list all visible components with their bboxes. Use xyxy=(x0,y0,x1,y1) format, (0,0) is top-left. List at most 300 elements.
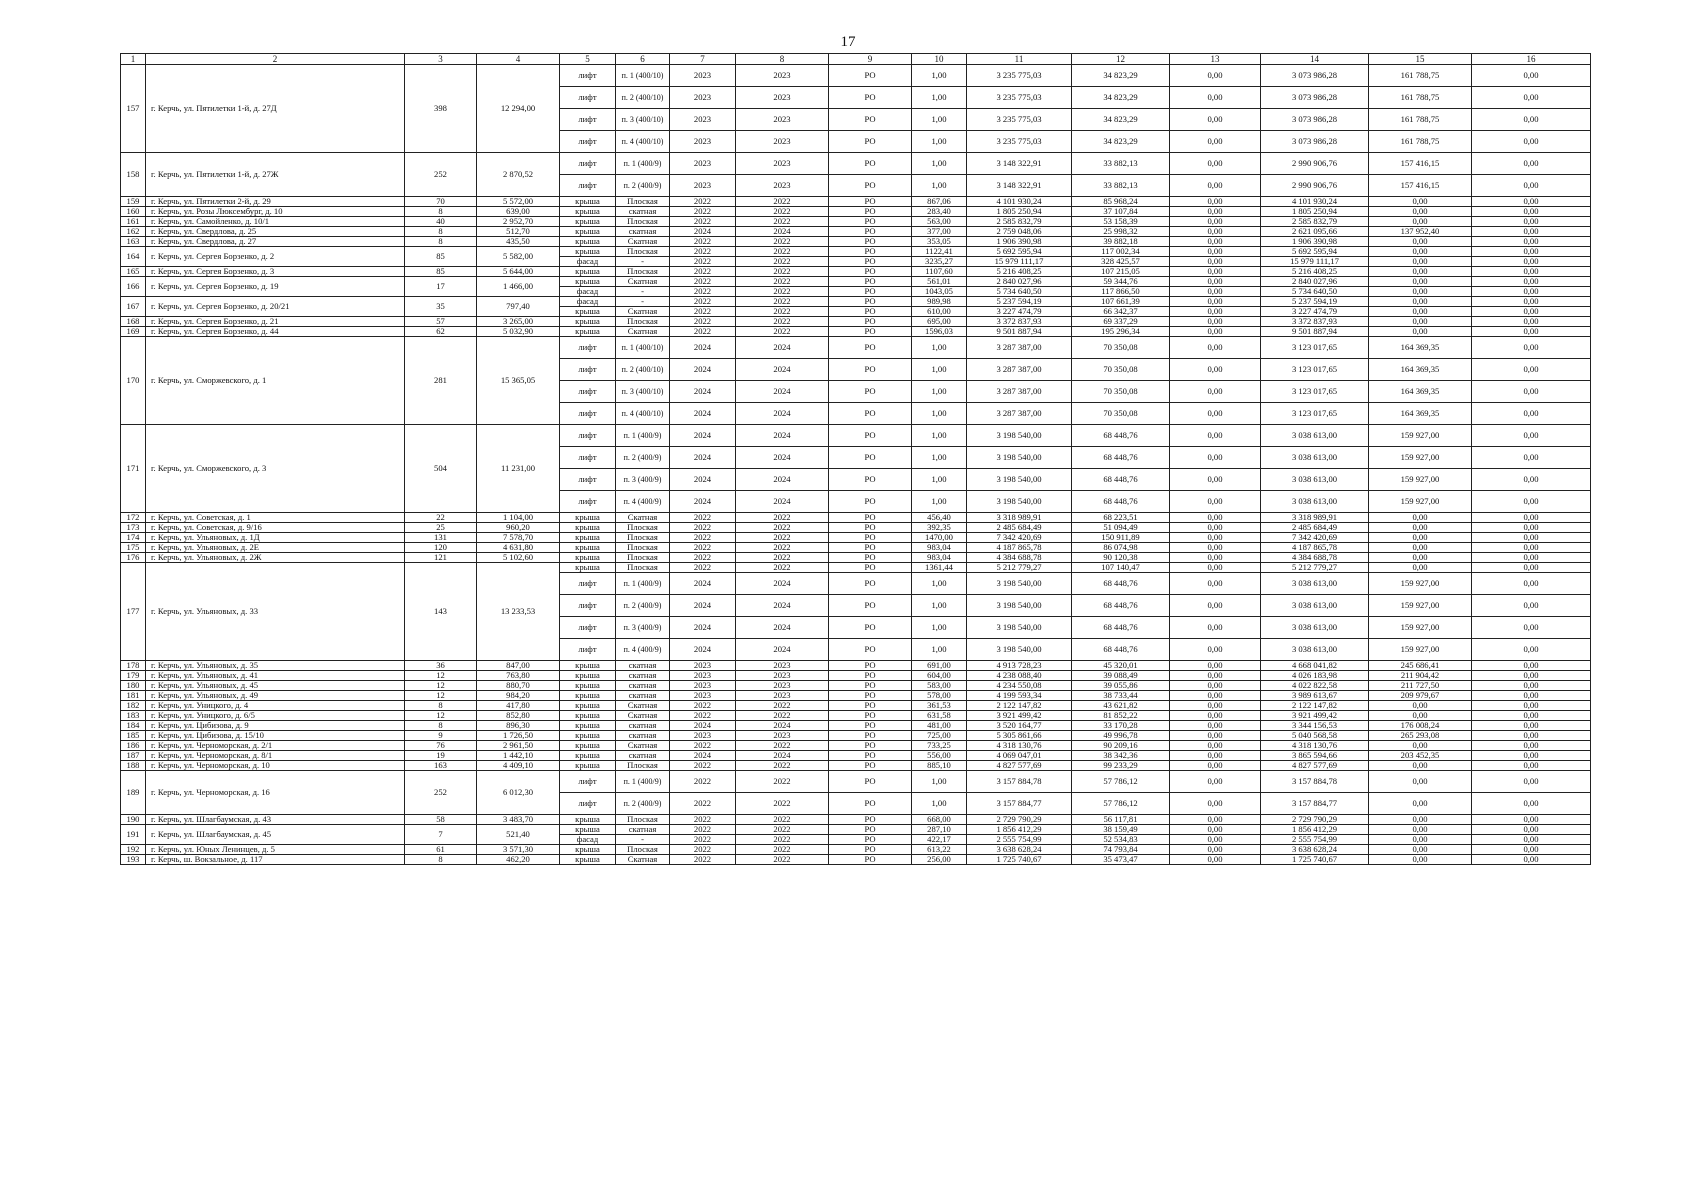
cell-col14: 3 318 989,91 xyxy=(1261,513,1369,523)
cell-col10: 604,00 xyxy=(912,671,967,681)
cell-col13: 0,00 xyxy=(1170,327,1261,337)
cell-col5: крыша xyxy=(560,533,616,543)
residents-cell: 252 xyxy=(405,153,477,197)
cell-col15: 0,00 xyxy=(1369,207,1472,217)
cell-col15: 159 927,00 xyxy=(1369,491,1472,513)
cell-col5: крыша xyxy=(560,513,616,523)
cell-col9: РО xyxy=(829,131,912,153)
cell-col16: 0,00 xyxy=(1472,553,1591,563)
address-cell: г. Керчь, ул. Сморжевского, д. 1 xyxy=(146,337,405,425)
cell-col14: 3 038 613,00 xyxy=(1261,491,1369,513)
area-cell: 5 032,90 xyxy=(477,327,560,337)
cell-col6: п. 1 (400/9) xyxy=(616,771,670,793)
cell-col16: 0,00 xyxy=(1472,845,1591,855)
area-cell: 6 012,30 xyxy=(477,771,560,815)
cell-col6: Плоская xyxy=(616,845,670,855)
cell-col7: 2022 xyxy=(670,237,736,247)
cell-col5: лифт xyxy=(560,573,616,595)
row-number: 186 xyxy=(121,741,146,751)
cell-col7: 2022 xyxy=(670,217,736,227)
cell-col14: 4 384 688,78 xyxy=(1261,553,1369,563)
cell-col15: 164 369,35 xyxy=(1369,403,1472,425)
cell-col15: 0,00 xyxy=(1369,513,1472,523)
area-cell: 12 294,00 xyxy=(477,65,560,153)
cell-col9: РО xyxy=(829,731,912,741)
cell-col6: Скатная xyxy=(616,237,670,247)
cell-col14: 4 026 183,98 xyxy=(1261,671,1369,681)
cell-col11: 5 734 640,50 xyxy=(967,287,1072,297)
cell-col11: 4 234 550,08 xyxy=(967,681,1072,691)
cell-col11: 3 198 540,00 xyxy=(967,617,1072,639)
area-cell: 11 231,00 xyxy=(477,425,560,513)
cell-col13: 0,00 xyxy=(1170,741,1261,751)
cell-col14: 4 022 822,58 xyxy=(1261,681,1369,691)
cell-col16: 0,00 xyxy=(1472,447,1591,469)
cell-col14: 7 342 420,69 xyxy=(1261,533,1369,543)
cell-col12: 51 094,49 xyxy=(1072,523,1170,533)
address-cell: г. Керчь, ул. Ульяновых, д. 45 xyxy=(146,681,405,691)
cell-col8: 2024 xyxy=(736,595,829,617)
address-cell: г. Керчь, ул. Черноморская, д. 16 xyxy=(146,771,405,815)
cell-col6: п. 2 (400/9) xyxy=(616,175,670,197)
cell-col13: 0,00 xyxy=(1170,131,1261,153)
cell-col16: 0,00 xyxy=(1472,815,1591,825)
residents-cell: 7 xyxy=(405,825,477,845)
cell-col16: 0,00 xyxy=(1472,287,1591,297)
residents-cell: 58 xyxy=(405,815,477,825)
cell-col8: 2024 xyxy=(736,617,829,639)
residents-cell: 131 xyxy=(405,533,477,543)
cell-col16: 0,00 xyxy=(1472,207,1591,217)
cell-col14: 3 123 017,65 xyxy=(1261,337,1369,359)
row-number: 165 xyxy=(121,267,146,277)
cell-col6: Плоская xyxy=(616,267,670,277)
cell-col11: 2 729 790,29 xyxy=(967,815,1072,825)
address-cell: г. Керчь, ул. Пятилетки 2-й, д. 29 xyxy=(146,197,405,207)
cell-col10: 1122,41 xyxy=(912,247,967,257)
cell-col16: 0,00 xyxy=(1472,691,1591,701)
cell-col9: РО xyxy=(829,681,912,691)
table-row xyxy=(121,671,1591,681)
cell-col13: 0,00 xyxy=(1170,639,1261,661)
cell-col14: 3 638 628,24 xyxy=(1261,845,1369,855)
cell-col5: крыша xyxy=(560,761,616,771)
cell-col13: 0,00 xyxy=(1170,277,1261,287)
cell-col14: 5 237 594,19 xyxy=(1261,297,1369,307)
cell-col7: 2024 xyxy=(670,227,736,237)
cell-col16: 0,00 xyxy=(1472,751,1591,761)
cell-col14: 3 038 613,00 xyxy=(1261,425,1369,447)
cell-col15: 0,00 xyxy=(1369,317,1472,327)
area-cell: 2 952,70 xyxy=(477,217,560,227)
residents-cell: 9 xyxy=(405,731,477,741)
cell-col15: 0,00 xyxy=(1369,701,1472,711)
cell-col14: 5 734 640,50 xyxy=(1261,287,1369,297)
residents-cell: 85 xyxy=(405,267,477,277)
cell-col14: 3 073 986,28 xyxy=(1261,131,1369,153)
address-cell: г. Керчь, ул. Сергея Борзенко, д. 19 xyxy=(146,277,405,297)
table-row xyxy=(121,277,1591,287)
cell-col7: 2022 xyxy=(670,247,736,257)
cell-col6: Плоская xyxy=(616,533,670,543)
cell-col15: 0,00 xyxy=(1369,553,1472,563)
address-cell: г. Керчь, ул. Цибизова, д. 15/10 xyxy=(146,731,405,741)
cell-col14: 3 038 613,00 xyxy=(1261,573,1369,595)
area-cell: 896,30 xyxy=(477,721,560,731)
area-cell: 2 870,52 xyxy=(477,153,560,197)
cell-col11: 5 216 408,25 xyxy=(967,267,1072,277)
column-header: 14 xyxy=(1261,54,1369,65)
cell-col8: 2023 xyxy=(736,175,829,197)
table-row xyxy=(121,815,1591,825)
cell-col16: 0,00 xyxy=(1472,87,1591,109)
residents-cell: 163 xyxy=(405,761,477,771)
cell-col5: крыша xyxy=(560,845,616,855)
cell-col6: п. 4 (400/9) xyxy=(616,639,670,661)
cell-col9: РО xyxy=(829,217,912,227)
address-cell: г. Керчь, ул. Сморжевского, д. 3 xyxy=(146,425,405,513)
cell-col13: 0,00 xyxy=(1170,491,1261,513)
cell-col5: крыша xyxy=(560,237,616,247)
cell-col13: 0,00 xyxy=(1170,563,1261,573)
cell-col10: 613,22 xyxy=(912,845,967,855)
cell-col13: 0,00 xyxy=(1170,793,1261,815)
area-cell: 4 409,10 xyxy=(477,761,560,771)
residents-cell: 8 xyxy=(405,227,477,237)
cell-col11: 3 198 540,00 xyxy=(967,447,1072,469)
cell-col9: РО xyxy=(829,237,912,247)
table-row xyxy=(121,771,1591,793)
cell-col10: 1,00 xyxy=(912,87,967,109)
cell-col7: 2023 xyxy=(670,681,736,691)
cell-col8: 2024 xyxy=(736,721,829,731)
cell-col7: 2022 xyxy=(670,835,736,845)
residents-cell: 12 xyxy=(405,671,477,681)
cell-col5: крыша xyxy=(560,563,616,573)
residents-cell: 8 xyxy=(405,855,477,865)
cell-col7: 2022 xyxy=(670,317,736,327)
address-cell: г. Керчь, ул. Ульяновых, д. 2Е xyxy=(146,543,405,553)
cell-col13: 0,00 xyxy=(1170,227,1261,237)
cell-col8: 2022 xyxy=(736,513,829,523)
cell-col13: 0,00 xyxy=(1170,691,1261,701)
cell-col11: 3 148 322,91 xyxy=(967,153,1072,175)
cell-col12: 107 215,05 xyxy=(1072,267,1170,277)
table-row xyxy=(121,681,1591,691)
cell-col9: РО xyxy=(829,771,912,793)
cell-col6: - xyxy=(616,297,670,307)
cell-col15: 164 369,35 xyxy=(1369,337,1472,359)
cell-col9: РО xyxy=(829,533,912,543)
cell-col10: 1,00 xyxy=(912,131,967,153)
area-cell: 462,20 xyxy=(477,855,560,865)
cell-col5: крыша xyxy=(560,207,616,217)
cell-col12: 38 733,44 xyxy=(1072,691,1170,701)
cell-col11: 2 759 048,06 xyxy=(967,227,1072,237)
cell-col8: 2022 xyxy=(736,553,829,563)
cell-col15: 0,00 xyxy=(1369,307,1472,317)
cell-col5: лифт xyxy=(560,491,616,513)
cell-col11: 3 372 837,93 xyxy=(967,317,1072,327)
cell-col10: 1,00 xyxy=(912,617,967,639)
cell-col16: 0,00 xyxy=(1472,337,1591,359)
area-cell: 3 571,30 xyxy=(477,845,560,855)
cell-col16: 0,00 xyxy=(1472,825,1591,835)
cell-col12: 52 534,83 xyxy=(1072,835,1170,845)
cell-col10: 353,05 xyxy=(912,237,967,247)
cell-col7: 2024 xyxy=(670,721,736,731)
cell-col6: п. 1 (400/9) xyxy=(616,153,670,175)
column-header: 15 xyxy=(1369,54,1472,65)
cell-col6: п. 2 (400/9) xyxy=(616,447,670,469)
cell-col6: п. 3 (400/10) xyxy=(616,109,670,131)
cell-col8: 2022 xyxy=(736,711,829,721)
cell-col5: крыша xyxy=(560,197,616,207)
cell-col10: 1596,03 xyxy=(912,327,967,337)
cell-col7: 2022 xyxy=(670,523,736,533)
cell-col5: крыша xyxy=(560,327,616,337)
cell-col14: 3 073 986,28 xyxy=(1261,65,1369,87)
cell-col14: 4 827 577,69 xyxy=(1261,761,1369,771)
cell-col9: РО xyxy=(829,381,912,403)
cell-col12: 107 661,39 xyxy=(1072,297,1170,307)
cell-col8: 2023 xyxy=(736,731,829,741)
cell-col16: 0,00 xyxy=(1472,237,1591,247)
cell-col15: 0,00 xyxy=(1369,287,1472,297)
cell-col8: 2022 xyxy=(736,543,829,553)
table-row xyxy=(121,701,1591,711)
cell-col14: 3 123 017,65 xyxy=(1261,359,1369,381)
cell-col14: 3 227 474,79 xyxy=(1261,307,1369,317)
cell-col8: 2024 xyxy=(736,425,829,447)
cell-col7: 2023 xyxy=(670,153,736,175)
cell-col6: Плоская xyxy=(616,317,670,327)
cell-col5: крыша xyxy=(560,553,616,563)
cell-col15: 0,00 xyxy=(1369,257,1472,267)
cell-col12: 34 823,29 xyxy=(1072,131,1170,153)
cell-col8: 2022 xyxy=(736,701,829,711)
cell-col15: 0,00 xyxy=(1369,217,1472,227)
residents-cell: 85 xyxy=(405,247,477,267)
cell-col13: 0,00 xyxy=(1170,513,1261,523)
row-number: 183 xyxy=(121,711,146,721)
row-number: 181 xyxy=(121,691,146,701)
table-row xyxy=(121,553,1591,563)
cell-col5: крыша xyxy=(560,523,616,533)
cell-col12: 68 448,76 xyxy=(1072,425,1170,447)
cell-col10: 556,00 xyxy=(912,751,967,761)
cell-col9: РО xyxy=(829,741,912,751)
address-cell: г. Керчь, ул. Свердлова, д. 25 xyxy=(146,227,405,237)
cell-col14: 1 805 250,94 xyxy=(1261,207,1369,217)
table-row xyxy=(121,153,1591,175)
address-cell: г. Керчь, ул. Ульяновых, д. 1Д xyxy=(146,533,405,543)
cell-col7: 2023 xyxy=(670,131,736,153)
cell-col12: 90 120,38 xyxy=(1072,553,1170,563)
cell-col14: 2 122 147,82 xyxy=(1261,701,1369,711)
cell-col6: скатная xyxy=(616,751,670,761)
cell-col7: 2022 xyxy=(670,277,736,287)
residents-cell: 17 xyxy=(405,277,477,297)
cell-col14: 5 212 779,27 xyxy=(1261,563,1369,573)
address-cell: г. Керчь, ул. Сергея Борзенко, д. 20/21 xyxy=(146,297,405,317)
cell-col11: 15 979 111,17 xyxy=(967,257,1072,267)
cell-col9: РО xyxy=(829,447,912,469)
table-row xyxy=(121,731,1591,741)
table-row xyxy=(121,237,1591,247)
cell-col6: п. 2 (400/10) xyxy=(616,87,670,109)
cell-col15: 0,00 xyxy=(1369,835,1472,845)
cell-col12: 33 882,13 xyxy=(1072,175,1170,197)
cell-col7: 2024 xyxy=(670,595,736,617)
cell-col9: РО xyxy=(829,425,912,447)
cell-col9: РО xyxy=(829,639,912,661)
address-cell: г. Керчь, ул. Пятилетки 1-й, д. 27Д xyxy=(146,65,405,153)
cell-col11: 3 157 884,78 xyxy=(967,771,1072,793)
cell-col10: 668,00 xyxy=(912,815,967,825)
cell-col16: 0,00 xyxy=(1472,513,1591,523)
area-cell: 7 578,70 xyxy=(477,533,560,543)
cell-col7: 2022 xyxy=(670,307,736,317)
cell-col11: 4 199 593,34 xyxy=(967,691,1072,701)
cell-col10: 481,00 xyxy=(912,721,967,731)
repair-program-table xyxy=(120,53,1591,865)
cell-col6: Скатная xyxy=(616,327,670,337)
cell-col10: 287,10 xyxy=(912,825,967,835)
cell-col13: 0,00 xyxy=(1170,297,1261,307)
cell-col5: крыша xyxy=(560,277,616,287)
cell-col11: 4 913 728,23 xyxy=(967,661,1072,671)
cell-col7: 2024 xyxy=(670,403,736,425)
table-row xyxy=(121,513,1591,523)
residents-cell: 121 xyxy=(405,553,477,563)
cell-col11: 1 805 250,94 xyxy=(967,207,1072,217)
cell-col14: 2 990 906,76 xyxy=(1261,153,1369,175)
cell-col12: 117 002,34 xyxy=(1072,247,1170,257)
cell-col12: 68 448,76 xyxy=(1072,491,1170,513)
cell-col8: 2023 xyxy=(736,681,829,691)
cell-col9: РО xyxy=(829,761,912,771)
cell-col7: 2022 xyxy=(670,701,736,711)
area-cell: 852,80 xyxy=(477,711,560,721)
table-row xyxy=(121,543,1591,553)
cell-col9: РО xyxy=(829,855,912,865)
cell-col6: скатная xyxy=(616,671,670,681)
cell-col9: РО xyxy=(829,87,912,109)
cell-col9: РО xyxy=(829,207,912,217)
cell-col5: лифт xyxy=(560,469,616,491)
cell-col7: 2022 xyxy=(670,197,736,207)
cell-col14: 2 729 790,29 xyxy=(1261,815,1369,825)
residents-cell: 8 xyxy=(405,701,477,711)
cell-col6: скатная xyxy=(616,825,670,835)
cell-col6: - xyxy=(616,835,670,845)
cell-col12: 68 448,76 xyxy=(1072,595,1170,617)
cell-col11: 5 692 595,94 xyxy=(967,247,1072,257)
cell-col7: 2022 xyxy=(670,563,736,573)
cell-col7: 2022 xyxy=(670,855,736,865)
cell-col16: 0,00 xyxy=(1472,721,1591,731)
cell-col10: 1,00 xyxy=(912,793,967,815)
cell-col7: 2024 xyxy=(670,491,736,513)
cell-col5: крыша xyxy=(560,825,616,835)
cell-col13: 0,00 xyxy=(1170,403,1261,425)
cell-col6: Плоская xyxy=(616,815,670,825)
row-number: 158 xyxy=(121,153,146,197)
cell-col12: 86 074,98 xyxy=(1072,543,1170,553)
cell-col5: лифт xyxy=(560,595,616,617)
column-header: 11 xyxy=(967,54,1072,65)
cell-col8: 2022 xyxy=(736,197,829,207)
row-number: 163 xyxy=(121,237,146,247)
cell-col11: 3 287 387,00 xyxy=(967,337,1072,359)
cell-col5: лифт xyxy=(560,425,616,447)
address-cell: г. Керчь, ул. Уницкого, д. 6/5 xyxy=(146,711,405,721)
cell-col8: 2022 xyxy=(736,277,829,287)
header-row xyxy=(121,54,1591,65)
cell-col8: 2022 xyxy=(736,761,829,771)
cell-col11: 3 638 628,24 xyxy=(967,845,1072,855)
column-header: 16 xyxy=(1472,54,1591,65)
cell-col13: 0,00 xyxy=(1170,771,1261,793)
area-cell: 5 582,00 xyxy=(477,247,560,267)
cell-col15: 0,00 xyxy=(1369,327,1472,337)
cell-col7: 2023 xyxy=(670,661,736,671)
cell-col10: 691,00 xyxy=(912,661,967,671)
cell-col16: 0,00 xyxy=(1472,681,1591,691)
cell-col5: крыша xyxy=(560,671,616,681)
residents-cell: 62 xyxy=(405,327,477,337)
cell-col14: 3 038 613,00 xyxy=(1261,639,1369,661)
cell-col15: 0,00 xyxy=(1369,267,1472,277)
cell-col11: 3 235 775,03 xyxy=(967,109,1072,131)
cell-col15: 0,00 xyxy=(1369,277,1472,287)
cell-col9: РО xyxy=(829,595,912,617)
cell-col14: 3 038 613,00 xyxy=(1261,469,1369,491)
cell-col8: 2022 xyxy=(736,533,829,543)
cell-col5: крыша xyxy=(560,307,616,317)
cell-col13: 0,00 xyxy=(1170,469,1261,491)
cell-col13: 0,00 xyxy=(1170,855,1261,865)
cell-col9: РО xyxy=(829,197,912,207)
cell-col8: 2022 xyxy=(736,327,829,337)
table-row xyxy=(121,711,1591,721)
cell-col6: Плоская xyxy=(616,247,670,257)
cell-col5: крыша xyxy=(560,751,616,761)
cell-col13: 0,00 xyxy=(1170,573,1261,595)
cell-col9: РО xyxy=(829,359,912,381)
cell-col7: 2024 xyxy=(670,751,736,761)
cell-col6: Скатная xyxy=(616,741,670,751)
cell-col14: 3 038 613,00 xyxy=(1261,617,1369,639)
cell-col9: РО xyxy=(829,307,912,317)
row-number: 184 xyxy=(121,721,146,731)
cell-col16: 0,00 xyxy=(1472,277,1591,287)
cell-col9: РО xyxy=(829,513,912,523)
address-cell: г. Керчь, ул. Розы Люксембург, д. 10 xyxy=(146,207,405,217)
cell-col7: 2022 xyxy=(670,543,736,553)
cell-col6: Скатная xyxy=(616,701,670,711)
cell-col11: 3 287 387,00 xyxy=(967,381,1072,403)
cell-col5: лифт xyxy=(560,793,616,815)
table-row xyxy=(121,523,1591,533)
cell-col8: 2023 xyxy=(736,153,829,175)
cell-col9: РО xyxy=(829,267,912,277)
cell-col16: 0,00 xyxy=(1472,741,1591,751)
cell-col16: 0,00 xyxy=(1472,491,1591,513)
table-row xyxy=(121,247,1591,257)
area-cell: 847,00 xyxy=(477,661,560,671)
